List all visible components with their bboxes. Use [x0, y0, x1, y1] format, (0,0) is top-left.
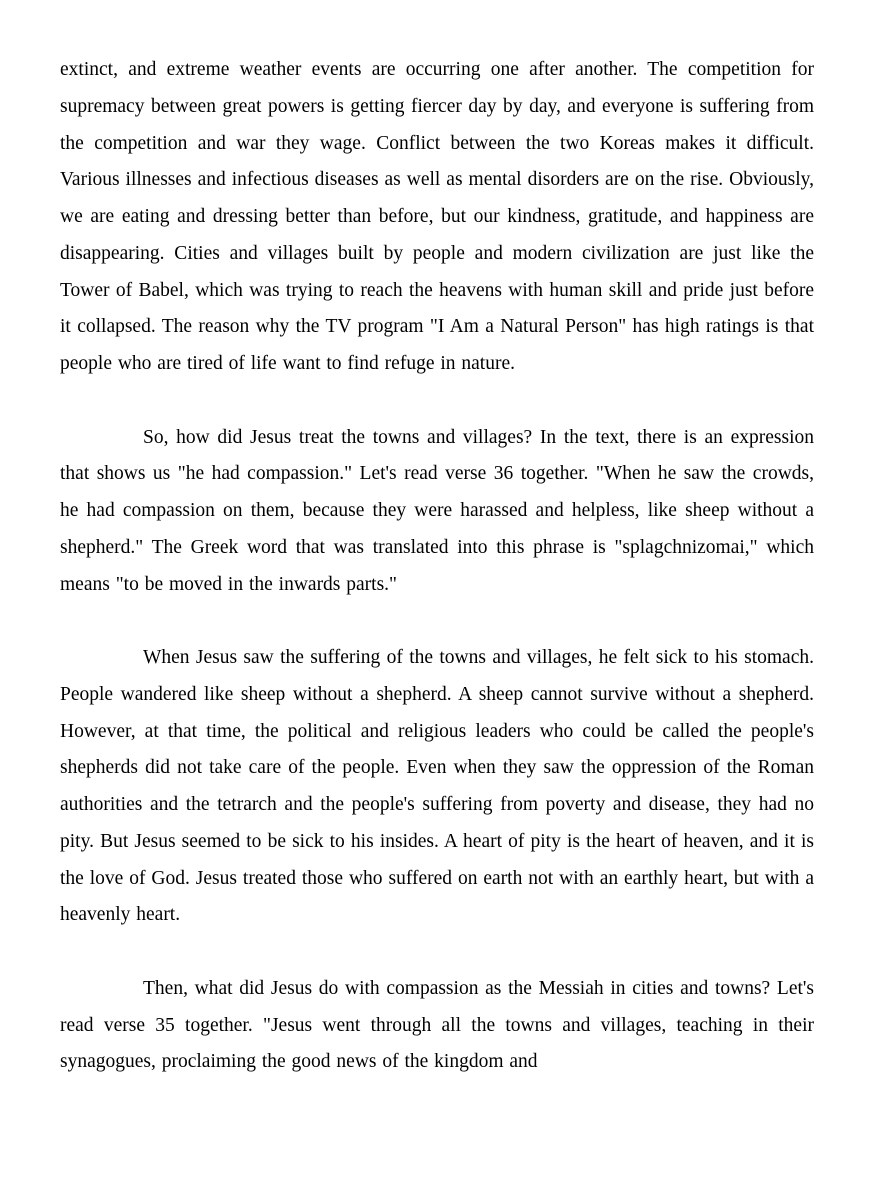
- paragraph-4: Then, what did Jesus do with compassion as the Messiah in cities and towns? Let's read verse 35 together. "Jesus went through all the towns and villages, teaching in their synagogues, proclaiming the good news of the kingdom and: [60, 977, 814, 1073]
- paragraph-spacer: [60, 934, 814, 971]
- paragraph-spacer: [60, 603, 814, 640]
- paragraph-3: When Jesus saw the suffering of the towns and villages, he felt sick to his stomach. People wandered like sheep without a shepherd. A sheep cannot survive without a shepherd. However, at that time, the political and religious leaders who could be called the people's shepherds did not take care of the people. Even when they saw the oppression of the Roman authorities and the tetrarch and the people's suffering from poverty and disease, they had no pity. But Jesus seemed to be sick to his insides. A heart of pity is the heart of heaven, and it is the love of God. Jesus treated those who suffered on earth not with an earthly heart, but with a heavenly heart.: [60, 647, 814, 926]
- paragraph-2: So, how did Jesus treat the towns and villages? In the text, there is an expression that shows us "he had compassion." Let's read verse 36 together. "When he saw the crowds, he had compassion on them, because they were harassed and helpless, like sheep without a shepherd." The Greek word that was translated into this phrase is "splagchnizomai," which means "to be moved in the inwards parts.": [60, 426, 814, 595]
- paragraph-1: extinct, and extreme weather events are occurring one after another. The competition for supremacy between great powers is getting fiercer day by day, and everyone is suffering from the competition and war they wage. Conflict between the two Koreas makes it difficult. Various illnesses and infectious diseases as well as mental disorders are on the rise. Obviously, we are eating and dressing better than before, but our kindness, gratitude, and happiness are disappearing. Cities and villages built by people and modern civilization are just like the Tower of Babel, which was trying to reach the heavens with human skill and pride just before it collapsed. The reason why the TV program "I Am a Natural Person" has high ratings is that people who are tired of life want to find refuge in nature.: [60, 59, 814, 374]
- paragraph-spacer: [60, 383, 814, 420]
- document-page: [60, 52, 814, 1081]
